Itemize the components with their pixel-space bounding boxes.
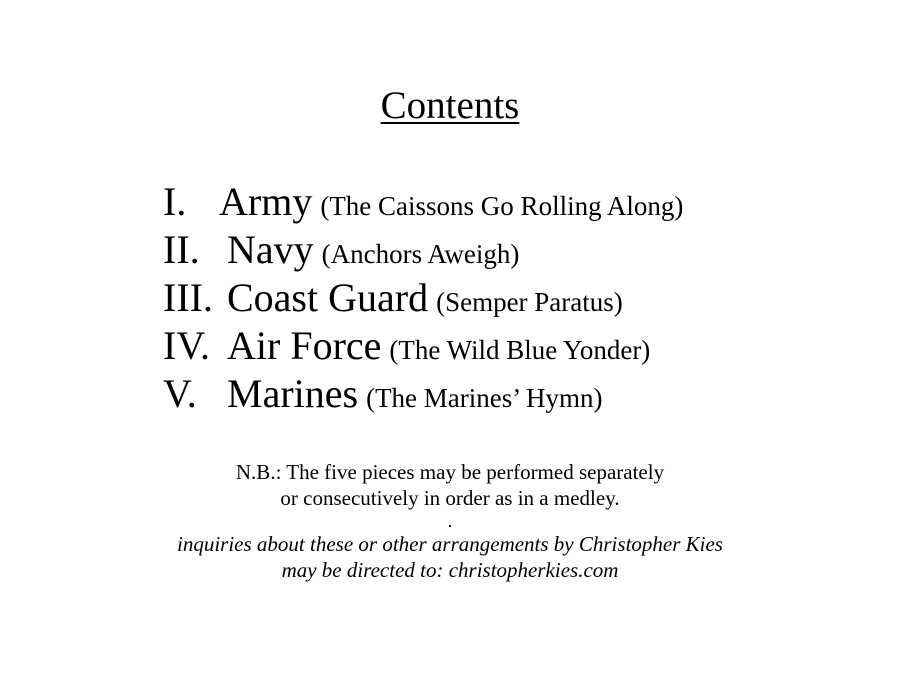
item-numeral: IV. (163, 323, 211, 368)
contents-item-navy (163, 226, 683, 274)
item-song: (Semper Paratus) (436, 287, 623, 317)
item-numeral: III. (163, 275, 213, 320)
inquiry-contact: may be directed to: christopherkies.com (281, 558, 619, 582)
separator-dot: . (447, 511, 453, 531)
contents-item-marines (163, 370, 683, 418)
item-song: (The Wild Blue Yonder) (389, 335, 651, 365)
inquiry-line: inquiries about these or other arrangements by Christopher Kies (177, 532, 723, 556)
item-numeral: V. (163, 371, 197, 416)
item-branch: Air Force (227, 323, 382, 368)
contents-list (163, 178, 683, 418)
item-song: (The Marines’ Hymn) (366, 383, 603, 413)
item-branch: Coast Guard (227, 275, 429, 320)
performance-note (0, 459, 900, 583)
contents-item-air-force (163, 322, 683, 370)
item-branch: Army (219, 179, 313, 224)
note-line: N.B.: The five pieces may be performed separately (235, 460, 665, 484)
item-numeral: I. (163, 179, 187, 224)
item-song: (Anchors Aweigh) (321, 239, 520, 269)
contents-item-coast-guard (163, 274, 683, 322)
item-branch: Navy (227, 227, 314, 272)
contents-item-army (163, 178, 683, 226)
page-title: Contents (380, 84, 520, 127)
item-branch: Marines (227, 371, 359, 416)
item-numeral: II. (163, 227, 200, 272)
item-song: (The Caissons Go Rolling Along) (320, 191, 684, 221)
note-line: or consecutively in order as in a medley. (280, 486, 620, 510)
